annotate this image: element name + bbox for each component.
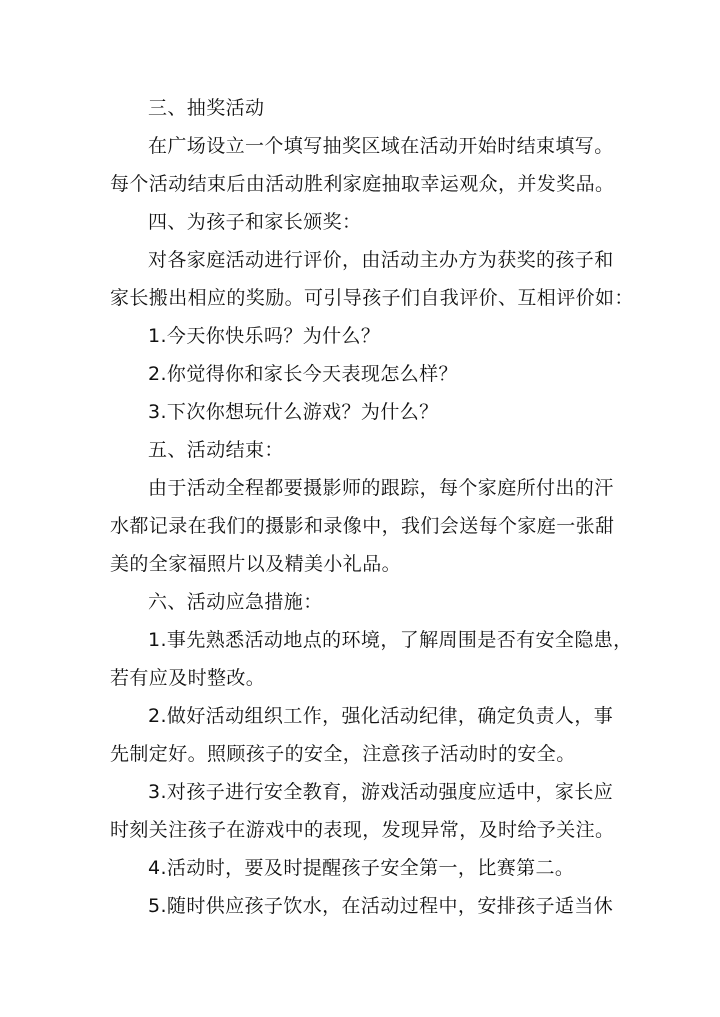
list-item: 2.你觉得你和家长今天表现怎么样？	[148, 363, 458, 385]
paragraph-line: 在广场设立一个填写抽奖区域在活动开始时结束填写。	[148, 135, 614, 157]
section-heading-emergency: 六、活动应急措施：	[148, 591, 323, 613]
section-heading-awards: 四、为孩子和家长颁奖：	[148, 211, 362, 233]
paragraph-line: 对各家庭活动进行评价，由活动主办方为获奖的孩子和	[148, 249, 614, 271]
paragraph-line: 美的全家福照片以及精美小礼品。	[110, 553, 402, 575]
paragraph-line: 家长搬出相应的奖励。可引导孩子们自我评价、互相评价如：	[110, 287, 634, 309]
list-item-continuation: 时刻关注孩子在游戏中的表现，发现异常，及时给予关注。	[110, 819, 615, 841]
list-item: 2.做好活动组织工作，强化活动纪律，确定负责人，事	[148, 705, 614, 727]
list-item: 4.活动时，要及时提醒孩子安全第一，比赛第二。	[148, 857, 575, 879]
list-item: 1.事先熟悉活动地点的环境，了解周围是否有安全隐患，	[148, 629, 633, 651]
paragraph-line: 由于活动全程都要摄影师的跟踪，每个家庭所付出的汗	[148, 477, 614, 499]
list-item-continuation: 先制定好。照顾孩子的安全，注意孩子活动时的安全。	[110, 743, 576, 765]
list-item-continuation: 若有应及时整改。	[110, 667, 266, 689]
section-heading-lottery: 三、抽奖活动	[148, 97, 265, 119]
list-item: 3.对孩子进行安全教育，游戏活动强度应适中，家长应	[148, 781, 614, 803]
list-item: 5.随时供应孩子饮水，在活动过程中，安排孩子适当休	[148, 895, 614, 917]
list-item: 3.下次你想玩什么游戏？为什么？	[148, 401, 439, 423]
paragraph-line: 水都记录在我们的摄影和录像中，我们会送每个家庭一张甜	[110, 515, 615, 537]
paragraph-line: 每个活动结束后由活动胜利家庭抽取幸运观众，并发奖品。	[110, 173, 615, 195]
list-item: 1.今天你快乐吗？为什么？	[148, 325, 381, 347]
section-heading-end: 五、活动结束：	[148, 439, 284, 461]
